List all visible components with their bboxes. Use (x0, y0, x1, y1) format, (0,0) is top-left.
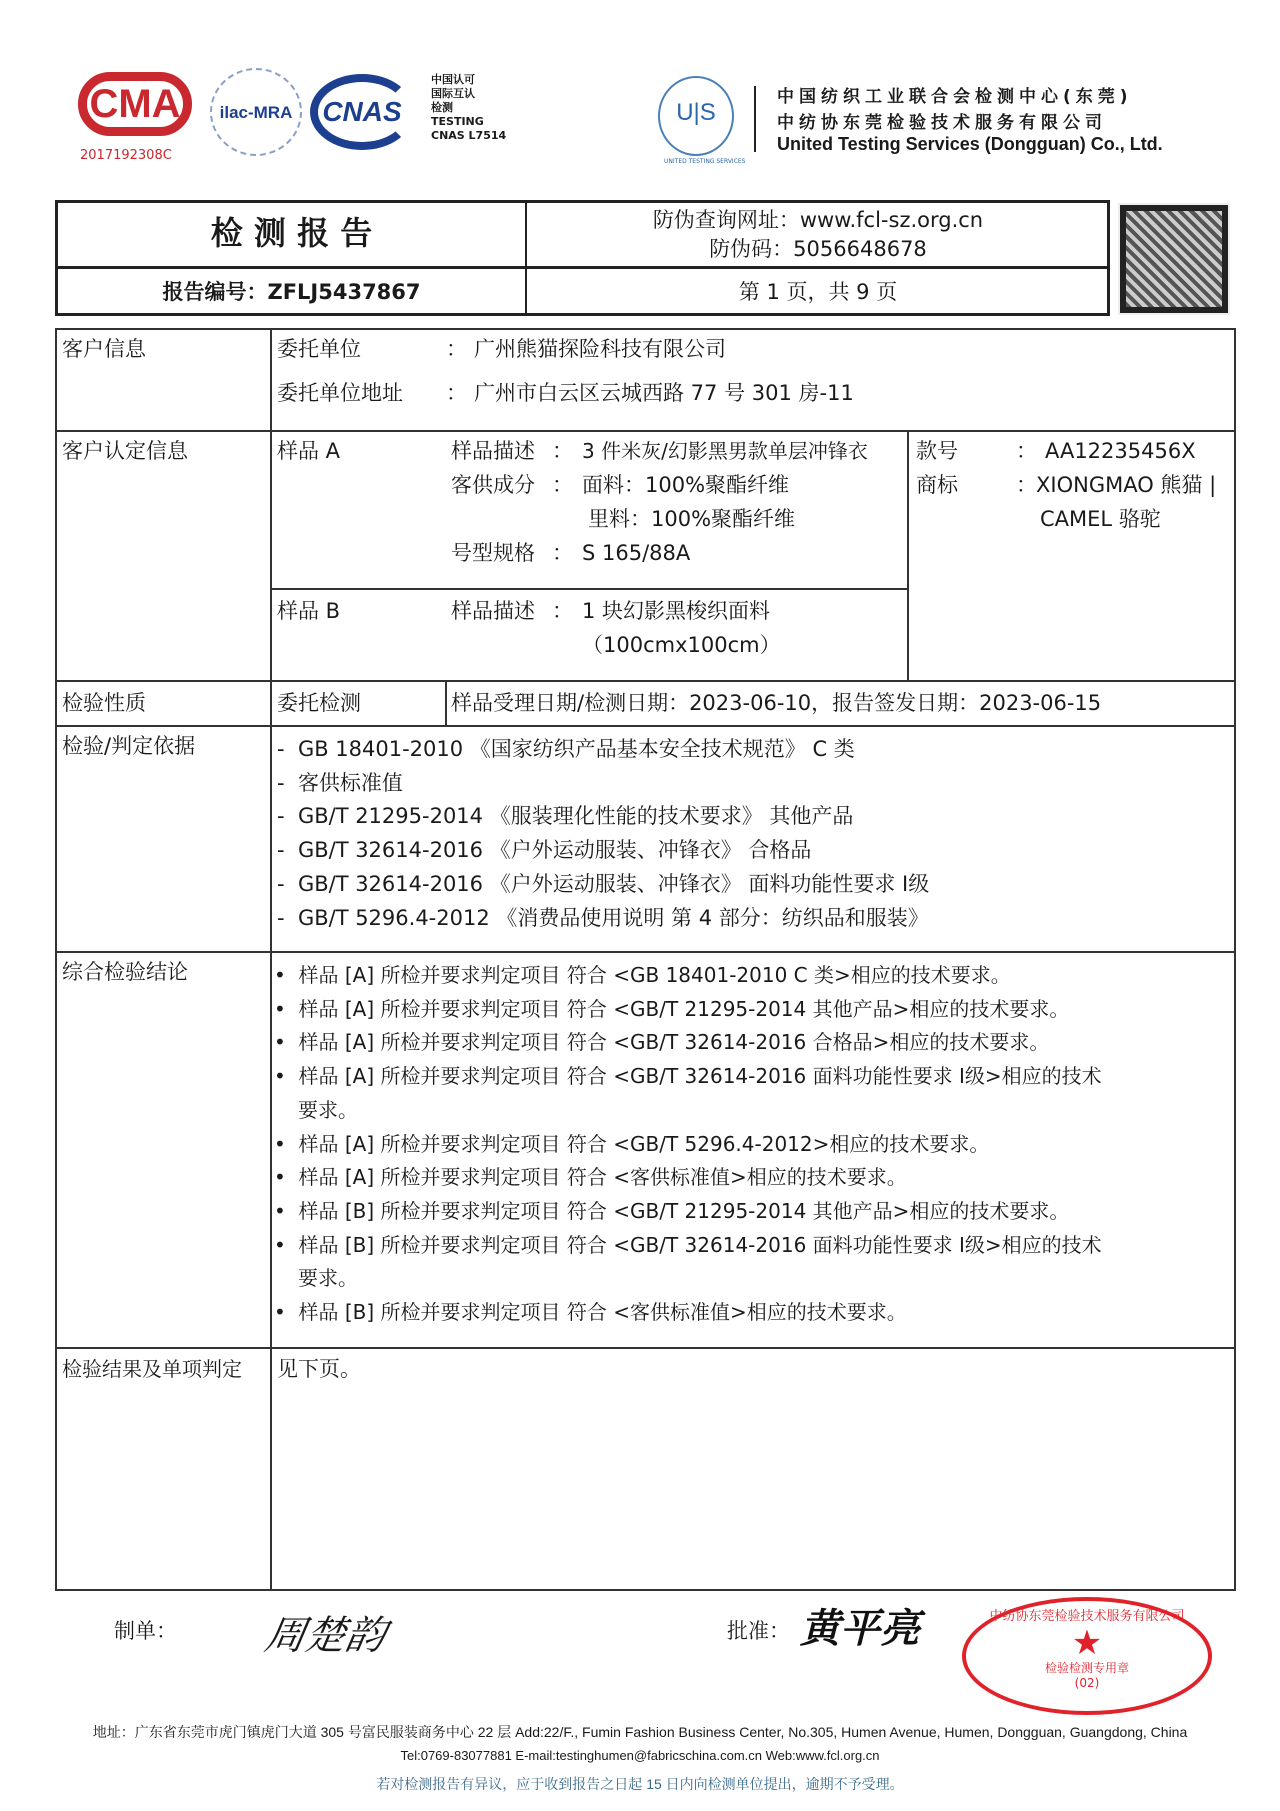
colon: ： (552, 473, 573, 497)
conclusion-item: • 样品 [A] 所检并要求判定项目 符合 <GB/T 32614-2016 合格品>相应的技术要求。 (274, 1030, 1050, 1055)
uts-logo: U|S (658, 76, 734, 156)
uts-ring-text: UNITED TESTING SERVICES (664, 158, 746, 165)
cma-number: 2017192308C (80, 148, 172, 163)
style-label: 款号 (916, 439, 958, 463)
address-value: 广州市白云区云城西路 77 号 301 房-11 (474, 381, 854, 405)
colon: ： (446, 337, 467, 361)
sample-b-desc-1: 1 块幻影黑梭织面料 (582, 599, 771, 623)
customer-label: 客户信息 (62, 337, 146, 361)
conclusion-text: 样品 [A] 所检并要求判定项目 符合 <客供标准值>相应的技术要求。 (298, 1165, 907, 1190)
divider (270, 328, 272, 1591)
caption-line: TESTING (431, 115, 484, 128)
footer-notice: 若对检测报告有异议，应于收到报告之日起 15 日内向检测单位提出，逾期不予受理。 (376, 1776, 904, 1792)
conclusion-text: 样品 [A] 所检并要求判定项目 符合 <GB 18401-2010 C 类>相应的技术要求。 (298, 963, 1011, 987)
basis-text: GB/T 5296.4-2012 《消费品使用说明 第 4 部分：纺织品和服装》 (297, 905, 929, 930)
basis-item: - GB 18401-2010 《国家纺织产品基本安全技术规范》 C 类 (277, 737, 855, 761)
results-label: 检验结果及单项判定 (62, 1357, 242, 1381)
client-value: 广州熊猫探险科技有限公司 (474, 337, 726, 361)
footer-contact: Tel:0769-83077881 E-mail:testinghumen@fabricschina.com.cn Web:www.fcl.org.cn (400, 1748, 880, 1763)
conclusion-text: 样品 [A] 所检并要求判定项目 符合 <GB/T 32614-2016 合格品>相应的技术要求。 (298, 1030, 1050, 1055)
org-name-en: United Testing Services (Dongguan) Co., Ltd. (777, 134, 1163, 154)
basis-item: - GB/T 5296.4-2012 《消费品使用说明 第 4 部分：纺织品和服装》 (277, 905, 929, 930)
conclusion-text: 样品 [B] 所检并要求判定项目 符合 <GB/T 32614-2016 面料功能性要求 Ⅰ级>相应的技术 (298, 1232, 1102, 1257)
conclusion-item: • 样品 [A] 所检并要求判定项目 符合 <GB 18401-2010 C 类>相应的技术要求。 (274, 963, 1011, 987)
client-label: 委托单位 (277, 337, 361, 361)
caption-line: 中国认可 (431, 73, 475, 86)
divider (55, 1347, 1236, 1349)
report-title: 检 测 报 告 (210, 214, 373, 252)
approved-signature: 黄平亮 (800, 1605, 920, 1652)
conclusion-item-cont (274, 1094, 1102, 1128)
colon: ： (552, 599, 573, 623)
colon: ： (552, 439, 573, 463)
conclusion-text: 样品 [A] 所检并要求判定项目 符合 <GB/T 5296.4-2012>相应的技术要求。 (298, 1131, 990, 1156)
page-indicator: 第 1 页，共 9 页 (738, 280, 898, 304)
basis-text: GB/T 32614-2016 《户外运动服装、冲锋衣》 面料功能性要求 Ⅰ级 (297, 871, 930, 896)
brand-value-1: XIONGMAO 熊猫 | (1036, 473, 1217, 497)
official-stamp (962, 1597, 1212, 1715)
conclusion-text: 样品 [A] 所检并要求判定项目 符合 <GB/T 21295-2014 其他产品>相应的技术要求。 (298, 996, 1070, 1021)
conclusion-item: • 样品 [A] 所检并要求判定项目 符合 <客供标准值>相应的技术要求。 (274, 1165, 907, 1190)
prepared-signature: 周楚韵 (261, 1613, 390, 1659)
conclusion-text: 样品 [B] 所检并要求判定项目 符合 <GB/T 21295-2014 其他产品>相应的技术要求。 (298, 1198, 1070, 1223)
cnas-caption (431, 73, 506, 143)
sample-a-size: S 165/88A (582, 541, 691, 565)
basis-item: - 客供标准值 (277, 770, 403, 795)
conclusion-item: • 样品 [B] 所检并要求判定项目 符合 <客供标准值>相应的技术要求。 (274, 1300, 907, 1325)
caption-line: CNAS L7514 (431, 129, 507, 142)
conclusion-text: 样品 [A] 所检并要求判定项目 符合 <GB/T 32614-2016 面料功能性要求 Ⅰ级>相应的技术 (298, 1064, 1102, 1089)
brand-value-2: CAMEL 骆驼 (1040, 507, 1161, 531)
nature-label: 检验性质 (62, 691, 146, 715)
stamp-no: (02) (1074, 1676, 1100, 1690)
conclusion-item: • 样品 [A] 所检并要求判定项目 符合 <GB/T 5296.4-2012>相应的技术要求。 (274, 1131, 990, 1156)
basis-item: - GB/T 32614-2016 《户外运动服装、冲锋衣》 合格品 (277, 838, 812, 863)
divider (55, 725, 1236, 727)
colon: ： (1016, 439, 1037, 463)
divider (270, 588, 908, 590)
desc-label: 样品描述 (451, 599, 535, 623)
dates: 样品受理日期/检测日期：2023-06-10，报告签发日期：2023-06-15 (451, 691, 1102, 715)
size-label: 号型规格 (451, 541, 535, 565)
verify-url[interactable]: 防伪查询网址：www.fcl-sz.org.cn (652, 208, 984, 232)
footer-address: 地址：广东省东莞市虎门镇虎门大道 305 号富民服装商务中心 22 层 Add:22/F., Fumin Fashion Business Center, No.305, Humen Avenue, Humen, Dongguan, Guangdong, China (92, 1724, 1188, 1740)
ilac-mra-logo: ilac-MRA (210, 68, 302, 156)
conclusion-item: • 样品 [A] 所检并要求判定项目 符合 <GB/T 32614-2016 面料功能性要求 Ⅰ级>相应的技术 (274, 1064, 1102, 1089)
prepared-label: 制单： (114, 1619, 177, 1643)
conclusion-label: 综合检验结论 (62, 960, 188, 984)
sample-a-comp-1: 面料：100%聚酯纤维 (582, 473, 790, 497)
divider (55, 951, 1236, 953)
conclusion-text: 要求。 (298, 1266, 358, 1291)
org-name-cn-1: 中国纺织工业联合会检测中心(东莞) (777, 87, 1133, 107)
logo-divider (754, 86, 756, 152)
basis-text: GB/T 32614-2016 《户外运动服装、冲锋衣》 合格品 (297, 838, 812, 863)
divider (55, 430, 1236, 432)
brand-label: 商标 (916, 473, 958, 497)
nature-value: 委托检测 (277, 691, 361, 715)
sample-a-desc: 3 件米灰/幻影黑男款单层冲锋衣 (582, 439, 868, 463)
sample-a-name: 样品 A (277, 439, 341, 463)
stamp-sub: 检验检测专用章 (1044, 1661, 1129, 1675)
sample-b-name: 样品 B (277, 599, 341, 623)
conclusion-text: 样品 [B] 所检并要求判定项目 符合 <客供标准值>相应的技术要求。 (298, 1300, 907, 1325)
basis-label: 检验/判定依据 (62, 734, 196, 758)
results-value: 见下页。 (277, 1357, 361, 1381)
divider (525, 200, 527, 316)
style-value: AA12235456X (1045, 439, 1196, 463)
conclusion-list (274, 959, 1102, 1330)
conclusion-item: • 样品 [A] 所检并要求判定项目 符合 <GB/T 21295-2014 其他产品>相应的技术要求。 (274, 996, 1070, 1021)
org-name-cn-2: 中纺协东莞检验技术服务有限公司 (777, 113, 1107, 133)
basis-item: - GB/T 21295-2014 《服装理化性能的技术要求》 其他产品 (277, 804, 854, 829)
basis-text: GB/T 21295-2014 《服装理化性能的技术要求》 其他产品 (297, 804, 854, 829)
caption-line: 检测 (431, 101, 453, 114)
divider (907, 430, 909, 680)
qr-code[interactable] (1120, 205, 1228, 313)
conclusion-text: 要求。 (298, 1097, 358, 1122)
cma-logo: CMA (78, 72, 192, 136)
caption-line: 国际互认 (431, 87, 475, 100)
conclusion-item: • 样品 [B] 所检并要求判定项目 符合 <GB/T 32614-2016 面料功能性要求 Ⅰ级>相应的技术 (274, 1232, 1102, 1257)
desc-label: 样品描述 (451, 439, 535, 463)
colon: ： (446, 381, 467, 405)
conclusion-item-cont (274, 1262, 1102, 1296)
star-icon: ★ (1071, 1623, 1103, 1663)
samples-label: 客户认定信息 (62, 439, 188, 463)
verify-code: 防伪码：5056648678 (709, 237, 927, 261)
sample-a-comp-2: 里料：100%聚酯纤维 (588, 507, 796, 531)
basis-text: 客供标准值 (297, 770, 403, 795)
conclusion-item: • 样品 [B] 所检并要求判定项目 符合 <GB/T 21295-2014 其他产品>相应的技术要求。 (274, 1198, 1070, 1223)
sample-b-desc-2: （100cmx100cm） (582, 633, 781, 657)
comp-label: 客供成分 (451, 473, 535, 497)
cnas-logo: CNAS (310, 74, 414, 150)
colon: ： (1016, 473, 1037, 497)
basis-list (277, 733, 929, 935)
address-label: 委托单位地址 (277, 381, 403, 405)
stamp-text: 中纺协东莞检验技术服务有限公司 (989, 1609, 1185, 1624)
basis-text: GB 18401-2010 《国家纺织产品基本安全技术规范》 C 类 (297, 737, 855, 761)
report-number: 报告编号：ZFLJ5437867 (162, 280, 421, 304)
divider (55, 266, 1110, 269)
colon: ： (552, 541, 573, 565)
basis-item: - GB/T 32614-2016 《户外运动服装、冲锋衣》 面料功能性要求 Ⅰ级 (277, 871, 930, 896)
divider (445, 680, 447, 725)
approved-label: 批准： (727, 1619, 790, 1643)
divider (55, 680, 1236, 682)
